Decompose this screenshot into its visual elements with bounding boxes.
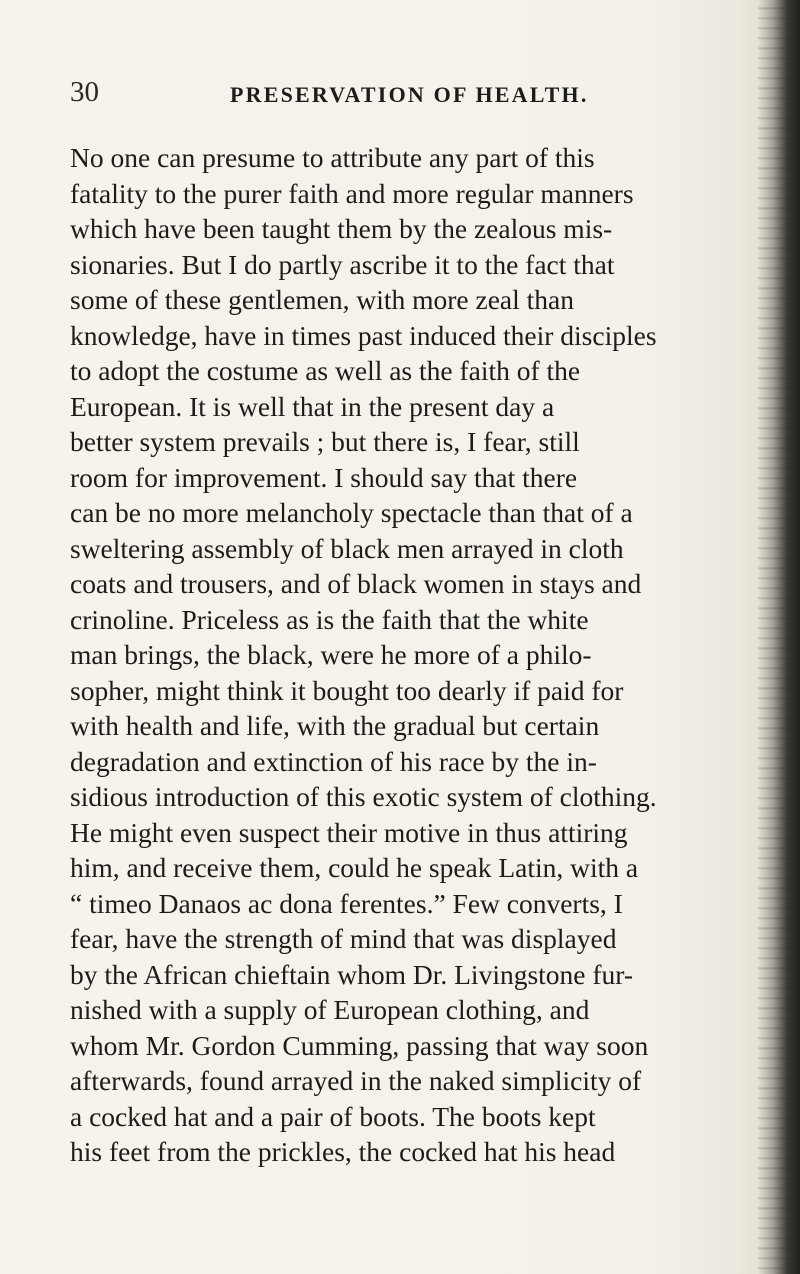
body-text [70,140,730,1170]
text-line: his feet from the prickles, the cocked hat his head [70,1136,616,1167]
text-line: with health and life, with the gradual but certain [70,710,600,741]
page-number: 30 [70,76,99,108]
text-line: man brings, the black, were he more of a philo- [70,639,592,670]
page-header [70,76,730,116]
text-line: “ timeo Danaos ac dona ferentes.” Few converts, I [70,887,623,919]
text-line: nished with a supply of European clothing, and [70,994,590,1025]
text-line: sionaries. But I do partly ascribe it to the fact that [70,248,615,280]
text-line: room for improvement. I should say that there [70,461,578,493]
page-edge-shadow [758,0,800,1274]
running-head: PRESERVATION OF HEALTH. [230,82,589,107]
text-line: can be no more melancholy spectacle than that of a [70,497,633,528]
text-line: fatality to the purer faith and more regular manners [70,177,634,209]
text-line: crinoline. Priceless as is the faith that the white [70,603,589,635]
text-line: to adopt the costume as well as the faith of the [70,355,581,386]
text-line: knowledge, have in times past induced their disciples [70,319,657,351]
text-line: fear, have the strength of mind that was displayed [70,923,617,954]
text-line: sweltering assembly of black men arrayed in cloth [70,532,624,564]
text-line: a cocked hat and a pair of boots. The boots kept [70,1100,596,1132]
text-line: whom Mr. Gordon Cumming, passing that way soon [70,1029,649,1061]
text-line: sidious introduction of this exotic system of clothing. [70,781,657,812]
text-line: by the African chieftain whom Dr. Livingstone fur- [70,958,634,990]
text-line: degradation and extinction of his race by the in- [70,745,597,777]
text-line: sopher, might think it bought too dearly if paid for [70,674,624,706]
text-line: He might even suspect their motive in thus attiring [70,816,628,848]
text-line: No one can presume to attribute any part of this [70,142,595,173]
text-line: which have been taught them by the zealous mis- [70,213,613,244]
text-line: afterwards, found arrayed in the naked simplicity of [70,1065,642,1096]
text-line: some of these gentlemen, with more zeal than [70,284,574,315]
text-line: him, and receive them, could he speak Latin, with a [70,852,639,883]
text-line: coats and trousers, and of black women in stays and [70,568,642,599]
text-line: better system prevails ; but there is, I fear, still [70,426,580,457]
text-line: European. It is well that in the present day a [70,390,555,422]
